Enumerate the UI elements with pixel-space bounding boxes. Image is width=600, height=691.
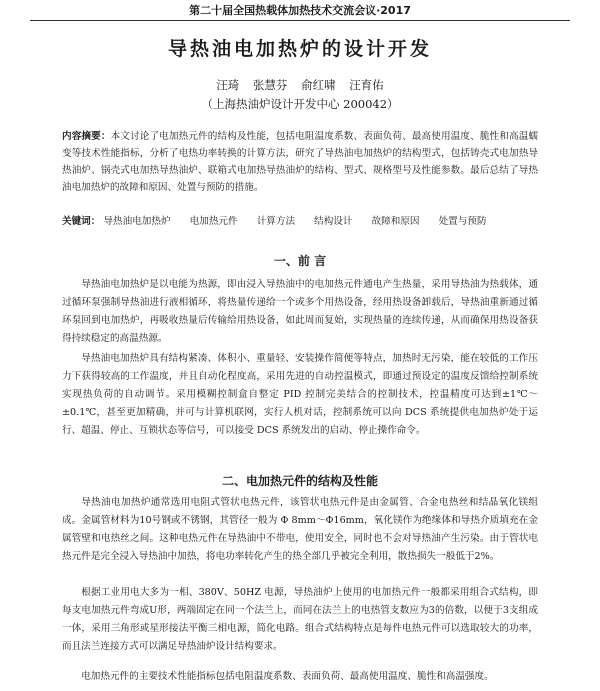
abstract [62,128,538,196]
body-paragraph: 导热油电加热炉具有结构紧凑、体积小、重量轻、安装操作简便等特点，加热时无污染，能在较低的工作压力下获得较高的工作温度，并且自动化程度高，采用先进的自动控温模式，即通过预设定的温度反馈给控制系统实现热负荷的自动调节。采用模糊控制盒自整定 PID 控制完美结合的控制技术，控温精度可达到±1℃～±0.1℃，甚至更加精确，并可与计算机联网，实行人机对话，控制系统可以向 DCS 系统提供电加热炉处于运行、超温、停止、互锁状态等信号，可以接受 DCS 系统发出的启动、停止操作命令。 [62,353,538,436]
paper-title: 导热油电加热炉的设计开发 [167,38,432,60]
keywords [62,213,538,227]
body-paragraph: 根据工业用电大多为一相、380V、50HZ 电源，导热油炉上使用的电加热元件一般都采用组合式结构，即每支电加热元件弯成U形，两端固定在同一个法兰上，而同在法兰上的电热管支数应为3的倍数，以便于3支组成一体，采用三角形或星形接法平衡三相电源，简化电路。组合式结构特点是每件电热元件可以选取较大的功率，而且法兰连接方式可以满足导热油炉设计结构要求。 [62,587,538,652]
section-heading: 一、前 言 [273,254,327,268]
author-list: 汪琦 张慧芬 俞红啸 汪育佑 [216,78,384,92]
keywords-label: 关键词： [62,216,101,227]
body-paragraph: 导热油电加热炉通常选用电阻式管状电热元件，该管状电热元件是由金属管、合金电热丝和结晶氧化镁组成。金属管材料为10号钢或不锈钢，其管径一般为 Φ 8mm～Φ16mm，氧化镁作为绝缘体和导热介质填充在金属管壁和电热丝之间。这种电热元件在导热油中不带电，使用安全，同时也不会对导热油产生污染。由于管状电热元件是完全浸入导热油中加热，将电功率转化产生的热全部几乎被完全利用，散热损失一般低于2%。 [62,497,538,562]
keyword: 结构设计 [314,216,353,227]
keyword: 计算方法 [256,216,296,227]
body-paragraph: 导热油电加热炉是以电能为热源，即由浸入导热油中的电加热元件通电产生热量，采用导热油为热载体，通过循环泵强制导热油进行液相循环，将热量传递给一个或多个用热设备，经用热设备卸载后，导热油重新通过循环泵回到电加热炉，再吸收热量后传输给用热设备，如此周而复始，实现热量的连续传递，从而确保用热设备获得持续稳定的高温热源。 [62,279,538,344]
body-paragraph: 电加热元件的主要技术性能指标包括电阻温度系数、表面负荷、最高使用温度、脆性和高温强度。 [81,671,494,682]
keyword: 处置与预防 [438,216,487,227]
keyword: 故障和原因 [371,216,420,227]
affiliation: （上海热油炉设计开发中心 200042） [201,97,399,111]
abstract-text: 本文讨论了电加热元件的结构及性能，包括电阻温度系数、表面负荷、最高使用温度、脆性和高温蠕变等技术性能指标，分析了电热功率转换的计算方法，研究了导热油电加热炉的结构型式，包括铸壳式电加热导热油炉、锅壳式电加热导热油炉、联箱式电加热导热油炉的结构、型式、规格型号及性能参数。最后总结了导热油电加热炉的故障和原因、处置与预防的措施。 [62,131,539,193]
keyword: 电加热元件 [189,216,238,227]
keyword: 导热油电加热炉 [103,216,171,227]
running-header: 第二十届全国热载体加热技术交流会议·2017 [30,4,570,21]
abstract-label: 内容摘要： [62,131,111,142]
section-heading: 二、电加热元件的结构及性能 [221,474,378,488]
